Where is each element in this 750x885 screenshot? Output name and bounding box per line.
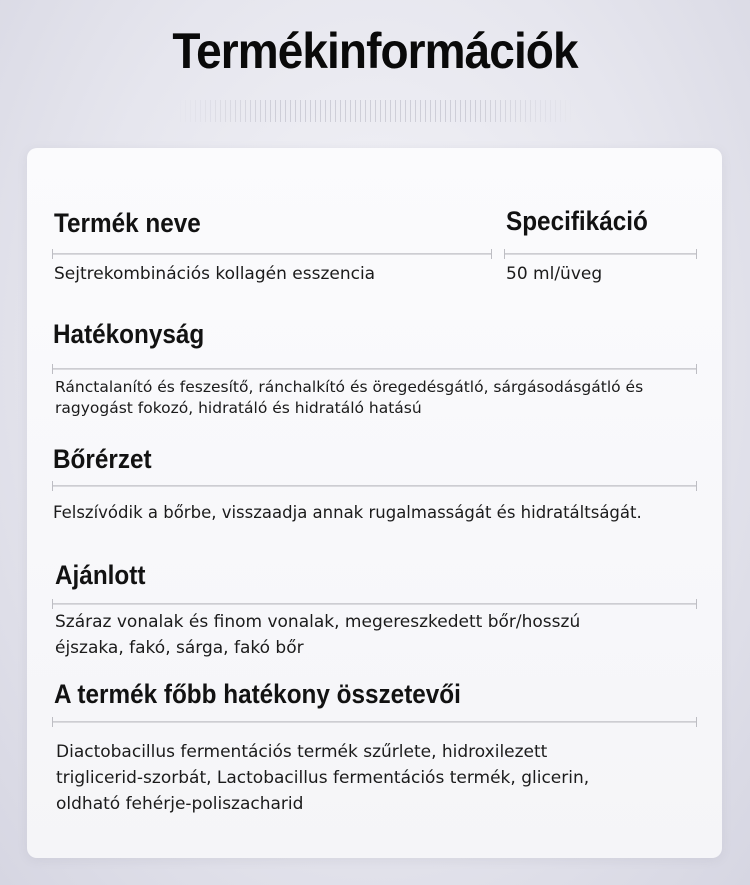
ingredients-divider: [52, 721, 697, 723]
specification-heading: Specifikáció: [506, 206, 648, 236]
specification-divider: [504, 253, 697, 255]
skin-feel-heading: Bőrérzet: [53, 444, 152, 474]
recommended-divider: [52, 603, 697, 605]
ingredients-text: [56, 739, 589, 817]
skin-feel-value: Felszívódik a bőrbe, visszaadja annak rugalmasságát és hidratáltságát.: [53, 503, 642, 522]
ingredients-line: triglicerid-szorbát, Lactobacillus fermentációs termék, glicerin,: [56, 768, 590, 788]
recommended-line: Száraz vonalak és finom vonalak, megereszkedett bőr/hosszú: [55, 612, 581, 632]
recommended-line: éjszaka, fakó, sárga, fakó bőr: [55, 638, 304, 658]
product-name-heading: Termék neve: [54, 208, 201, 238]
ingredients-line: Diactobacillus fermentációs termék szűrlete, hidroxilezett: [56, 742, 548, 762]
specification-value: 50 ml/üveg: [506, 264, 603, 284]
efficacy-line: Ránctalanító és feszesítő, ránchalkító és öregedésgátló, sárgásodásgátló és: [55, 378, 644, 396]
product-name-value: Sejtrekombinációs kollagén esszencia: [54, 264, 376, 284]
decorative-ruler: [175, 100, 575, 122]
efficacy-heading: Hatékonyság: [53, 319, 205, 349]
page-title: Termékinformációk: [172, 23, 578, 79]
product-name-divider: [52, 253, 492, 255]
ingredients-line: oldható fehérje-poliszacharid: [56, 794, 304, 814]
recommended-heading: Ajánlott: [55, 560, 146, 590]
efficacy-divider: [52, 368, 697, 370]
recommended-text: [55, 609, 580, 661]
ingredients-heading: A termék főbb hatékony összetevői: [54, 679, 461, 709]
efficacy-text: [55, 377, 643, 419]
skin-feel-divider: [52, 485, 697, 487]
efficacy-line: ragyogást fokozó, hidratáló és hidratáló hatású: [55, 399, 422, 417]
